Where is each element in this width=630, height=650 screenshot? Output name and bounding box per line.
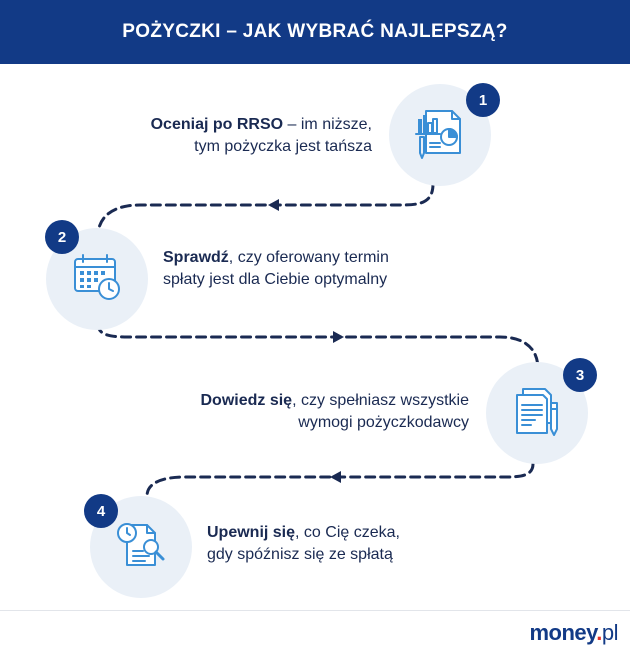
step-1-line1: – im niższe, <box>283 116 372 133</box>
step-2-badge: 2 <box>45 220 79 254</box>
step-1-text <box>151 114 372 158</box>
calendar-clock-icon <box>69 249 125 310</box>
step-3-line1: , czy spełniasz wszystkie <box>292 392 469 409</box>
step-2-line1: , czy oferowany termin <box>228 249 389 266</box>
step-4-line1: , co Cię czeka, <box>295 524 400 541</box>
step-1-badge: 1 <box>466 83 500 117</box>
step-3-bold: Dowiedz się <box>200 392 293 409</box>
money-pl-logo[interactable] <box>529 620 618 646</box>
steps-area <box>0 64 630 610</box>
step-2-bold: Sprawdź <box>163 249 229 266</box>
logo-dot: . <box>596 620 602 645</box>
step-1-line2: tym pożyczka jest tańsza <box>194 138 372 155</box>
step-3-text <box>200 390 469 434</box>
step-4-bold: Upewnij się <box>207 524 296 541</box>
step-2-text <box>163 247 389 291</box>
step-4-badge: 4 <box>84 494 118 528</box>
step-3-badge: 3 <box>563 358 597 392</box>
document-search-clock-icon <box>113 517 169 578</box>
page-title: POŻYCZKI – JAK WYBRAĆ NAJLEPSZĄ? <box>122 21 508 42</box>
step-2-line2: spłaty jest dla Ciebie optymalny <box>163 271 388 288</box>
step-4-text <box>207 522 400 566</box>
header-banner <box>0 0 630 64</box>
footer <box>0 610 630 650</box>
logo-tld-text: pl <box>601 620 618 645</box>
step-3-line2: wymogi pożyczkodawcy <box>298 414 469 431</box>
logo-main-text: money <box>529 620 597 645</box>
arrow-left-3 <box>330 471 341 483</box>
step-4-line2: gdy spóźnisz się ze spłatą <box>207 546 393 563</box>
documents-pen-icon <box>509 383 565 444</box>
arrow-right-2 <box>333 331 344 343</box>
step-1-bold: Oceniaj po RRSO <box>150 116 284 133</box>
chart-document-icon <box>412 105 468 166</box>
arrow-left-1 <box>268 199 279 211</box>
